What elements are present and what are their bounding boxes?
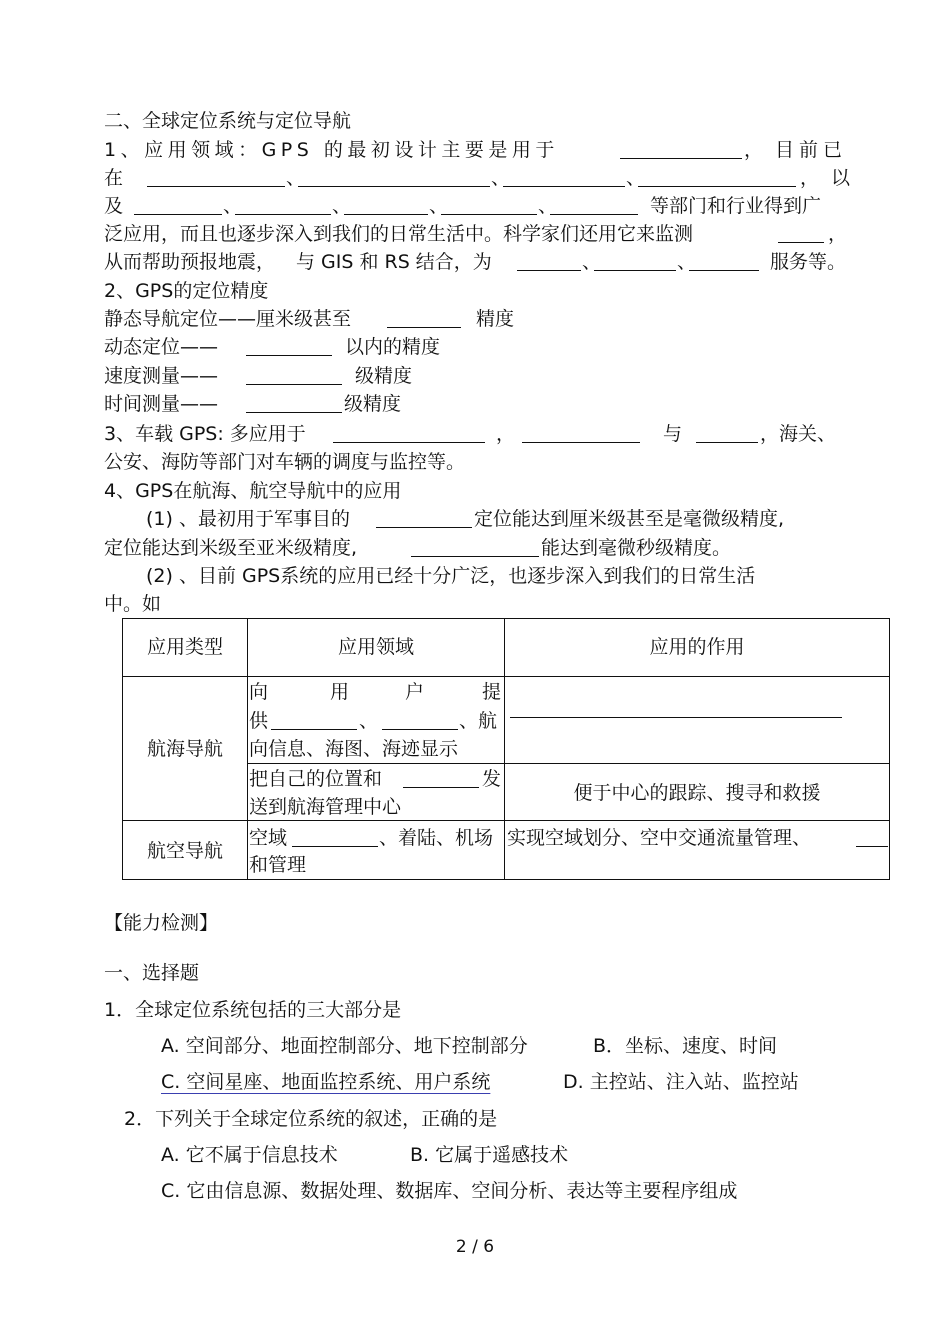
blank-line <box>246 355 332 356</box>
blank-line <box>503 186 625 187</box>
separator: 、 <box>677 251 697 273</box>
blank-line <box>620 158 742 159</box>
p2-heading: 2、GPS的定位精度 <box>104 280 269 302</box>
question-2: 2．下列关于全球定位系统的叙述，正确的是 <box>124 1108 498 1130</box>
blank-line <box>271 729 357 730</box>
blank-line <box>292 846 378 847</box>
table-cell-text: 供 <box>249 710 269 732</box>
table-cell-text: 发 <box>482 768 502 790</box>
table-header-effect: 应用的作用 <box>649 636 745 658</box>
table-cell-text: 便于中心的跟踪、搜寻和救援 <box>573 782 821 804</box>
separator: 、 <box>538 195 558 217</box>
blank-line <box>689 270 759 271</box>
table-header-domain: 应用领域 <box>337 636 414 658</box>
table-border <box>247 763 890 764</box>
q1-option-d: D. 主控站、注入站、监控站 <box>563 1071 799 1093</box>
table-border <box>122 618 890 619</box>
blank-line <box>696 442 758 443</box>
p1-now-text: 目前已 <box>775 139 848 161</box>
separator: 、 <box>332 195 352 217</box>
table-cell-text: 实现空域划分、空中交通流量管理、 <box>507 827 812 849</box>
blank-line <box>235 214 331 215</box>
blank-line <box>134 214 222 215</box>
table-cell-text: 和管理 <box>249 854 307 876</box>
blank-line <box>638 186 796 187</box>
p4-heading: 4、GPS在航海、航空导航中的应用 <box>104 480 402 502</box>
p4-s1b: 定位能达到厘米级甚至是毫微级精度, <box>474 508 785 530</box>
p3-b: ，海关、 <box>760 423 837 445</box>
blank-line <box>376 527 472 528</box>
q1-option-a: A. 空间部分、地面控制部分、地下控制部分 <box>161 1035 528 1057</box>
p2-speed: 速度测量—— <box>104 365 219 387</box>
p4-s2b: 中。如 <box>104 593 162 615</box>
blank-line <box>403 787 479 788</box>
p4-s2a: (2) 、目前 GPS系统的应用已经十分广泛，也逐步深入到我们的日常生活 <box>146 565 756 587</box>
question-1: 1．全球定位系统包括的三大部分是 <box>104 999 402 1021</box>
blank-line <box>411 556 539 557</box>
blank-line <box>517 270 581 271</box>
p2-time-end: 级精度 <box>344 393 402 415</box>
blank-line <box>246 384 342 385</box>
p3-a: 3、车载 GPS: 多应用于 <box>104 423 306 445</box>
table-header-type: 应用类型 <box>146 636 223 658</box>
blank-line <box>778 242 824 243</box>
p2-dynamic: 动态定位—— <box>104 336 219 358</box>
q2-option-c: C. 它由信息源、数据处理、数据库、空间分析、表达等主要程序组成 <box>161 1180 738 1202</box>
blank-line <box>856 846 888 847</box>
p4-s1c: 定位能达到米级至亚米级精度, <box>104 537 358 559</box>
blank-line <box>333 442 485 443</box>
separator: 、 <box>359 710 379 732</box>
blank-line <box>441 214 537 215</box>
p3-c: 公安、海防等部门对车辆的调度与监控等。 <box>104 451 466 473</box>
table-cell-text: 向信息、海图、海迹显示 <box>249 738 459 760</box>
p2-time: 时间测量—— <box>104 393 219 415</box>
p1-yi: ，以 <box>800 167 863 189</box>
p1-ji: 及 <box>104 195 124 217</box>
p1-line3: 泛应用，而且也逐步深入到我们的日常生活中。科学家们还用它来监测 <box>104 223 694 245</box>
page-number: 2 / 6 <box>455 1237 495 1257</box>
table-border <box>122 676 890 677</box>
q1-option-c: C. 空间星座、地面监控系统、用户系统 <box>161 1071 491 1093</box>
punct: ， <box>744 139 764 161</box>
blank-line <box>298 186 490 187</box>
blank-line <box>522 442 640 443</box>
p3-and: 与 <box>663 423 683 445</box>
blank-line <box>382 729 458 730</box>
punct: ， <box>828 223 848 245</box>
p1-zai: 在 <box>104 167 124 189</box>
section-heading: 二、全球定位系统与定位导航 <box>104 110 352 132</box>
table-cell-text: 、着陆、机场 <box>379 827 494 849</box>
p4-s1d: 能达到毫微秒级精度。 <box>541 537 732 559</box>
separator: 、 <box>582 251 602 273</box>
table-cell-text: 空域 <box>249 827 288 849</box>
table-cell-text: 把自己的位置和 <box>249 768 383 790</box>
choice-section-heading: 一、选择题 <box>104 962 200 984</box>
table-cell-text: 、航 <box>459 710 498 732</box>
table-cell-text: 用 <box>330 681 350 703</box>
separator: 、 <box>491 167 511 189</box>
marine-nav-label: 航海导航 <box>146 738 223 760</box>
blank-line <box>510 717 842 718</box>
p2-static: 静态导航定位——厘米级甚至 <box>104 308 352 330</box>
p4-s1a: (1) 、最初用于军事目的 <box>146 508 350 530</box>
punct: ， <box>496 423 516 445</box>
q2-option-a: A. 它不属于信息技术 <box>161 1144 338 1166</box>
blank-line <box>387 327 461 328</box>
separator: 、 <box>429 195 449 217</box>
separator: 、 <box>223 195 243 217</box>
q1-option-b: B．坐标、速度、时间 <box>593 1035 778 1057</box>
p2-speed-end: 级精度 <box>355 365 413 387</box>
blank-line <box>246 412 342 413</box>
p1-line4c: 服务等。 <box>770 251 847 273</box>
table-cell-text: 向 <box>249 681 269 703</box>
separator: 、 <box>286 167 306 189</box>
table-border <box>122 820 890 821</box>
blank-line <box>594 270 676 271</box>
ability-title: 【能力检测】 <box>104 912 219 934</box>
blank-line <box>550 214 638 215</box>
table-border <box>122 879 890 880</box>
table-cell-text: 送到航海管理中心 <box>249 796 402 818</box>
separator: 、 <box>626 167 646 189</box>
blank-line <box>147 186 285 187</box>
p2-static-end: 精度 <box>476 308 515 330</box>
p2-dynamic-end: 以内的精度 <box>345 336 441 358</box>
p1-line4b: 与 GIS 和 RS 结合，为 <box>296 251 492 273</box>
q2-option-b: B. 它属于遥感技术 <box>410 1144 569 1166</box>
p1-line1-text: 1、应用领域：GPS 的最初设计主要是用于 <box>104 139 559 161</box>
blank-line <box>344 214 428 215</box>
air-nav-label: 航空导航 <box>146 840 223 862</box>
table-cell-text: 户 <box>405 681 425 703</box>
p1-line4a: 从而帮助预报地震， <box>104 251 276 273</box>
p1-industry: 等部门和行业得到广 <box>650 195 822 217</box>
table-cell-text: 提 <box>482 681 502 703</box>
